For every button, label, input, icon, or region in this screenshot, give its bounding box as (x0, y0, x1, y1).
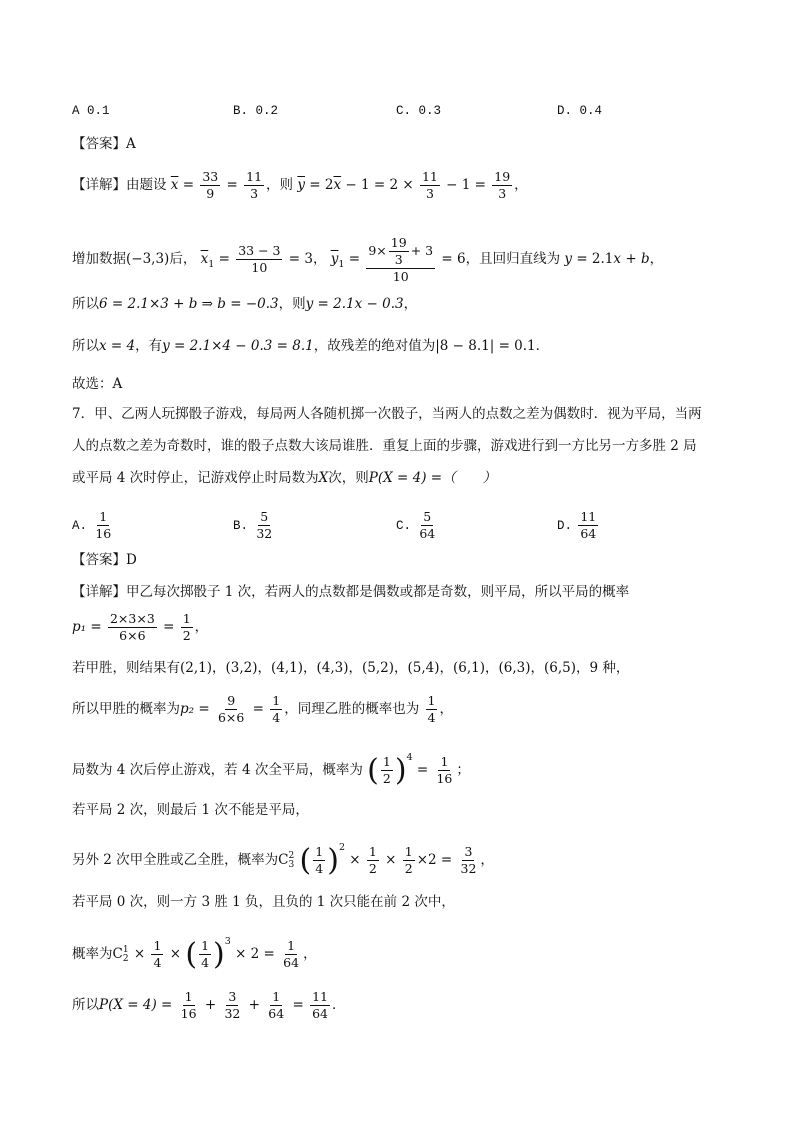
option-b: B. 0.2 (233, 104, 279, 118)
q7-detail-8: 概率为C 1 2 × $\frac{1}{4}$ × ( $\frac{1}{4}$ ) $^3$ × 2 = $\frac{1}{64}$ ， (72, 936, 317, 972)
fraction: $\frac{33}{9}$ (202, 169, 219, 201)
answer-q7: 【答案】D (72, 552, 137, 568)
fraction: $\frac{33 - 3}{10}$ (238, 243, 281, 276)
q7-detail-4: 局数为 4 次后停止游戏，若 4 次全平局，概率为 ( $\frac{1}{2}$ ) $^4$ = $\frac{1}{16}$ ； (72, 752, 470, 788)
option-b: B. $\frac{5}{32}$ (233, 509, 273, 541)
fraction: $\frac{11}{3}$ (246, 169, 263, 201)
detail-line-3: 所以6 = 2.1×3 + b ⇒ b = −0.3，则y = 2.1x − 0.3， (72, 296, 418, 312)
fraction: $\frac{11}{3}$ (421, 169, 438, 201)
q7-detail-3: 所以甲胜的概率为p₂ = $\frac{9}{6\times 6}$ = $\frac{1}{4}$ ，同理乙胜的概率也为 $\frac{1}{4}$ ， (72, 693, 453, 725)
q7-stem-3: 或平局 4 次时停止，记游戏停止时局数为X次，则P(X = 4) =（ ） (72, 470, 497, 486)
q7-detail-7: 若平局 0 次，则一方 3 胜 1 负，且负的 1 次只能在前 2 次中， (72, 894, 455, 910)
option-d: D. 0.4 (557, 104, 603, 118)
fraction: 9× $\frac{19}{3}$ + 3 10 (368, 235, 434, 284)
q7-detail-5: 若平局 2 次，则最后 1 次不能是平局， (72, 802, 309, 818)
q7-detail-9: 所以P(X = 4) = $\frac{1}{16}$ + $\frac{3}{32}$ + $\frac{1}{64}$ = $\frac{11}{64}$ ． (72, 989, 346, 1021)
q7-p1: p₁ = $\frac{2\times 3\times 3}{6\times 6}$ = $\frac{1}{2}$ ， (72, 611, 209, 643)
choose-q6: 故选：A (72, 376, 123, 392)
q7-detail-6: 另外 2 次甲全胜或乙全胜，概率为C 2 3 ( $\frac{1}{4}$ ) $^2$ × $\frac{1}{2}$ × $\frac{1}{2}$ ×2 = $\frac{3}{32}$ ， (72, 842, 494, 878)
detail-line-2: 增加数据(−3,3)后， $\overline{x}_1$ = $\frac{33 - 3}{10}$ = 3， $\overline{y}_1$ = 9× $\frac{19}{3}$ + 3 10 = 6，且回归直线为 y = 2.1x + b， (72, 235, 664, 284)
q7-detail-1: 【详解】甲乙每次掷骰子 1 次，若两人的点数都是偶数或都是奇数，则平局，所以平局的概率 (72, 584, 630, 600)
option-c: C. 0.3 (396, 104, 442, 118)
q7-stem-2: 人的点数之差为奇数时，谁的骰子点数大该局谁胜．重复上面的步骤，游戏进行到一方比另一方多胜 2 局 (72, 438, 697, 454)
option-d: D. $\frac{11}{64}$ (557, 509, 597, 541)
option-a: A 0.1 (72, 104, 110, 118)
option-a: A. $\frac{1}{16}$ (72, 509, 112, 541)
q7-stem-1: 7．甲、乙两人玩掷骰子游戏，每局两人各随机掷一次骰子，当两人的点数之差为偶数时．视为平局，当两 (72, 406, 702, 422)
detail-tag: 【详解】 (72, 176, 126, 193)
q7-options (72, 506, 734, 546)
answer-q6: 【答案】A (72, 136, 136, 152)
detail-line-1: 【详解】由题设 $\overline{x}$ = $\frac{33}{9}$ = $\frac{11}{3}$ ，则 $\overline{y} = 2\overline{x} - 1 = 2$ × $\frac{11}{3}$ − 1 = $\frac{19}{3}$ ， (72, 169, 528, 201)
option-c: C. $\frac{5}{64}$ (396, 509, 436, 541)
detail-line-4: 所以x = 4，有y = 2.1×4 − 0.3 = 8.1，故残差的绝对值为|8 − 8.1| = 0.1． (72, 338, 550, 354)
data-point: (−3,3) (126, 251, 170, 268)
fraction: $\frac{19}{3}$ (494, 169, 511, 201)
q7-detail-2: 若甲胜，则结果有(2,1)，(3,2)，(4,1)，(4,3)，(5,2)，(5,4)，(6,1)，(6,3)，(6,5)，9 种， (72, 660, 630, 676)
